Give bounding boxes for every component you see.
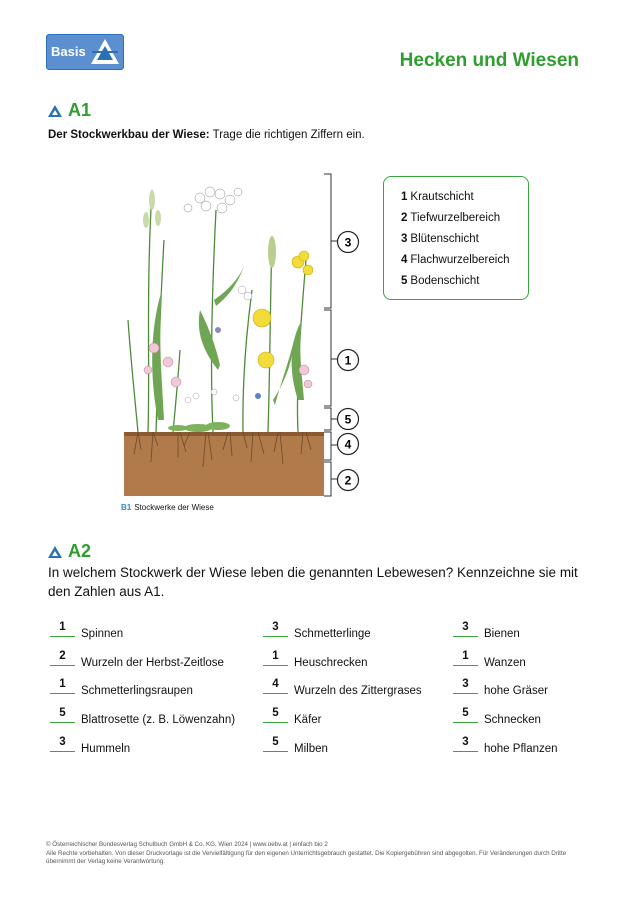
legend-text: Bodenschicht [410,275,480,287]
basis-logo [46,34,124,70]
legend-number: 3 [401,233,408,245]
footer-line: © Österreichischer Bundesverlag Schulbuch GmbH & Co. KG, Wien 2024 | www.oebv.at | einfach bio 2 [46,841,328,848]
marker-number: 1 [344,353,352,368]
answer-blank[interactable]: 1 [50,677,75,694]
legend-number: 2 [401,212,408,224]
answer-item [453,649,526,669]
organism-label: Milben [294,742,328,755]
legend-item [401,250,528,271]
answer-blank[interactable]: 1 [50,620,75,637]
marker-number: 2 [344,473,352,488]
legend-text: Blütenschicht [410,233,479,245]
figure-caption [121,503,214,512]
organism-label: Wurzeln der Herbst-Zeitlose [81,656,224,669]
answer-blank[interactable]: 1 [453,649,478,666]
organism-label: Bienen [484,628,520,640]
legend-item [401,271,528,292]
answer-item [263,649,368,669]
answer-blank[interactable]: 5 [263,735,288,752]
caption-text: Stockwerke der Wiese [134,503,214,512]
answer-blank[interactable]: 1 [263,649,288,666]
answer-item [263,706,322,727]
organism-label: Hummeln [81,742,131,755]
instruction-text: Trage die richtigen Ziffern ein. [209,129,365,141]
answer-item [453,677,548,698]
legend-text: Flachwurzelbereich [410,254,510,266]
answer-blank[interactable]: 3 [263,620,288,637]
legend-item [401,229,528,250]
level-triangle-icon [48,105,62,117]
answer-item [263,735,328,755]
logo-triangle-icon [90,38,120,65]
organism-label: Schnecken [484,714,541,727]
answer-blank[interactable]: 3 [453,735,478,752]
layer-marker-5 [338,470,359,491]
organism-label: Wanzen [484,656,526,669]
organism-label: Wurzeln des Zittergrases [294,685,422,698]
answer-blank[interactable]: 4 [263,677,288,694]
answer-blank[interactable]: 5 [50,706,75,723]
task-a1-instruction [48,129,365,141]
answer-blank[interactable]: 3 [453,620,478,637]
organism-label: Heuschrecken [294,656,368,669]
answer-blank[interactable]: 5 [453,706,478,723]
layer-marker-1 [338,232,359,253]
layer-marker-4 [338,434,359,455]
answer-item [50,677,193,698]
legend-item [401,187,528,208]
layer-legend-box [383,176,529,300]
answer-row [50,706,610,735]
task-a2-heading [48,541,91,562]
legend-number: 4 [401,254,408,266]
legend-number: 1 [401,191,408,203]
answer-row [50,677,610,706]
answer-item [453,620,520,640]
answer-blank[interactable]: 3 [50,735,75,752]
answer-item [453,706,541,727]
footer-line: Alle Rechte vorbehalten. Von dieser Druckvorlage ist die Vervielfältigung für den eigenen Unterrichtsgebrauch gestattet. Die Kopiergebühren sind abgegolten. Für Veränderungen durch Dritte übernimmt der Verlag keine Verantwortung. [46,849,567,866]
legend-text: Tiefwurzelbereich [410,212,501,224]
organism-label: Spinnen [81,628,124,640]
organism-label: Schmetterlingsraupen [81,685,193,698]
logo-text: Basis [51,44,86,59]
marker-number: 3 [344,235,352,250]
copyright-footer [46,841,586,867]
answer-item [263,620,371,640]
answer-item [50,735,131,755]
answer-item [453,735,558,755]
page-title: Hecken und Wiesen [399,50,579,71]
legend-item [401,208,528,229]
organism-label: Schmetterlinge [294,628,371,640]
task-label: A1 [68,100,92,120]
answer-row [50,649,610,678]
layer-marker-3 [338,409,359,430]
answer-item [263,677,422,698]
marker-number: 5 [344,412,352,427]
answer-row [50,620,610,649]
level-triangle-icon [48,546,62,558]
caption-number: B1 [121,503,132,512]
soil-block [124,432,324,496]
marker-number: 4 [344,437,352,452]
task-a1-heading [48,100,91,121]
meadow-layers-illustration [118,170,378,505]
answer-row [50,735,610,764]
answer-item [50,620,124,640]
organism-label: Blattrosette (z. B. Löwenzahn) [81,714,236,727]
organism-label: hohe Pflanzen [484,742,558,755]
answer-blank[interactable]: 5 [263,706,288,723]
organism-label: hohe Gräser [484,685,548,698]
organism-label: Käfer [294,714,322,727]
instruction-bold: Der Stockwerkbau der Wiese: [48,129,210,141]
answer-grid [50,620,610,763]
answer-blank[interactable]: 3 [453,677,478,694]
answer-item [50,649,224,669]
legend-text: Krautschicht [410,191,474,203]
answer-item [50,706,236,727]
task-label: A2 [68,541,92,561]
legend-number: 5 [401,275,408,287]
task-a2-instruction: In welchem Stockwerk der Wiese leben die genannten Lebewesen? Kennzeichne sie mit den Zahlen aus A1. [48,565,578,599]
answer-blank[interactable]: 2 [50,649,75,666]
layer-marker-2 [338,350,359,371]
